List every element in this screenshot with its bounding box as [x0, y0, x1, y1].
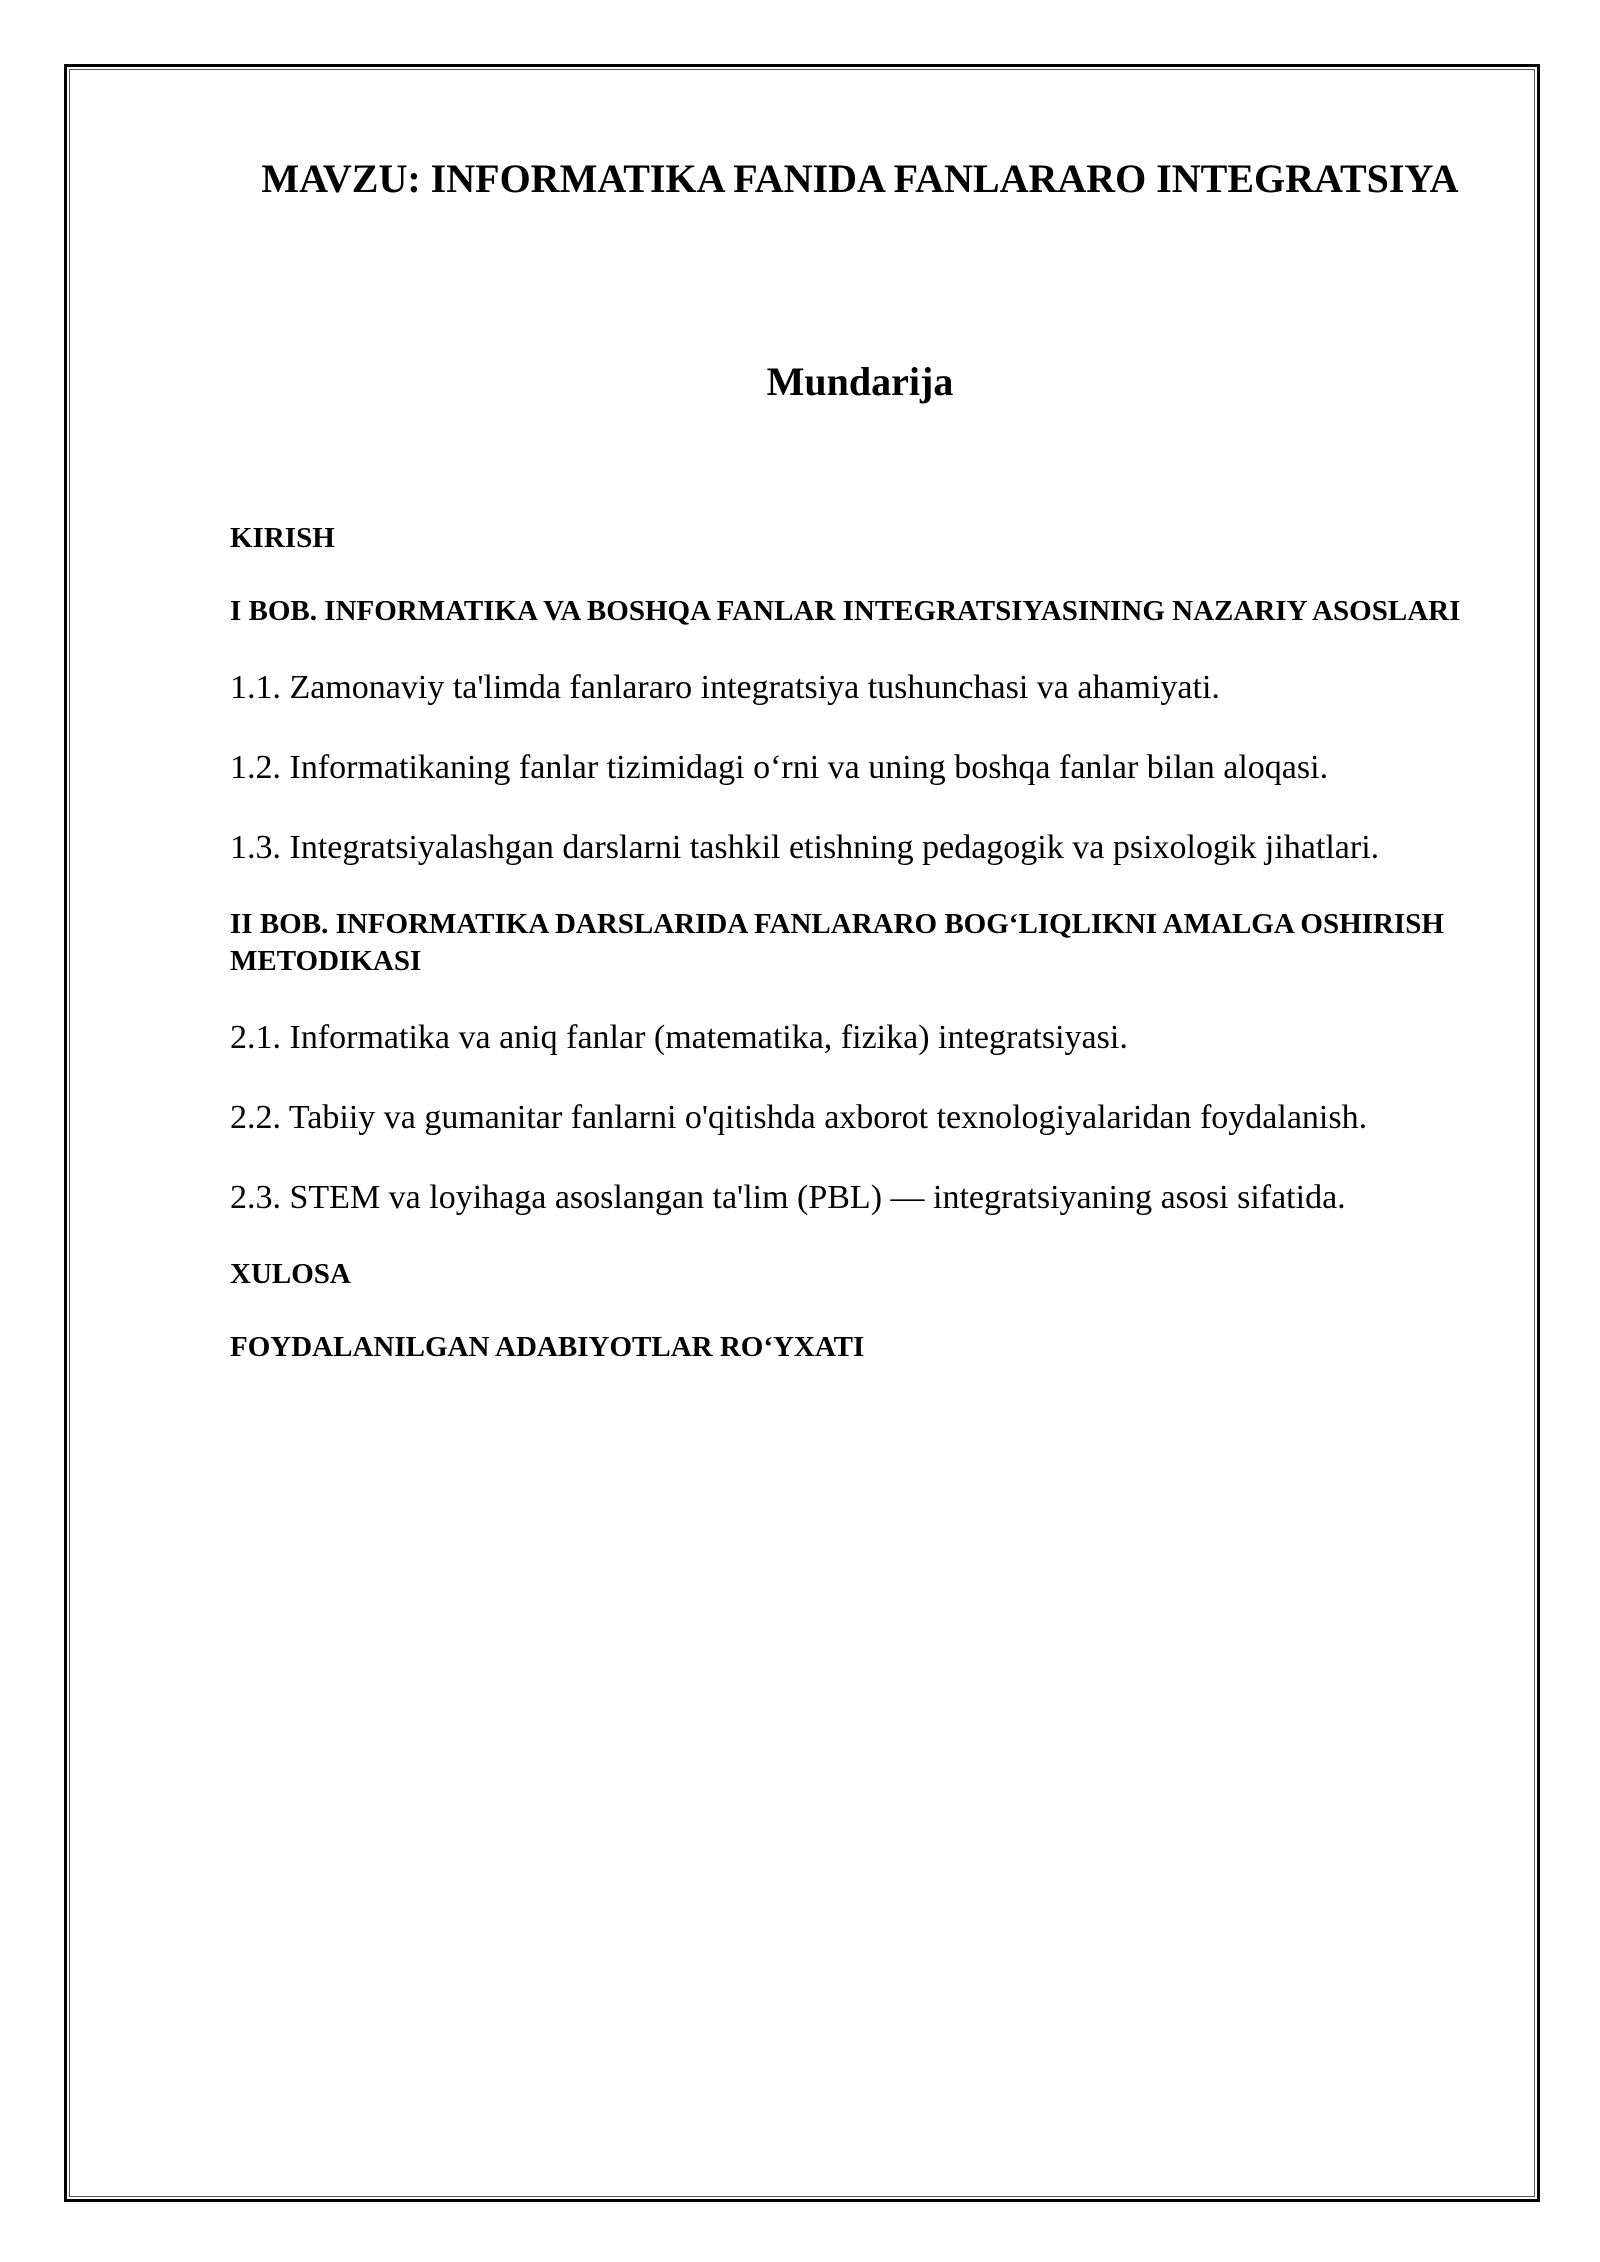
toc-section-2-1: 2.1. Informatika va aniq fanlar (matematika, fizika) integratsiyasi. — [230, 1019, 1128, 1056]
document-title: MAVZU: INFORMATIKA FANIDA FANLARARO INTEGRATSIYA — [261, 156, 1459, 201]
table-of-contents-title: Mundarija — [766, 359, 954, 404]
toc-heading-chapter-2: II BOB. INFORMATIKA DARSLARIDA FANLARARO BOG‘LIQLIKNI AMALGA OSHIRISH METODIKASI — [230, 908, 1444, 977]
toc-section-2-3: 2.3. STEM va loyihaga asoslangan ta'lim (PBL) — integratsiyaning asosi sifatida. — [230, 1179, 1346, 1216]
toc-heading-kirish: KIRISH — [230, 522, 335, 554]
toc-section-1-2: 1.2. Informatikaning fanlar tizimidagi o‘rni va uning boshqa fanlar bilan aloqasi. — [230, 749, 1329, 786]
toc-heading-references: FOYDALANILGAN ADABIYOTLAR RO‘YXATI — [230, 1331, 865, 1363]
toc-heading-chapter-1: I BOB. INFORMATIKA VA BOSHQA FANLAR INTEGRATSIYASINING NAZARIY ASOSLARI — [230, 595, 1461, 627]
toc-section-2-2: 2.2. Tabiiy va gumanitar fanlarni o'qitishda axborot texnologiyalaridan foydalanish. — [230, 1099, 1368, 1136]
toc-section-1-1: 1.1. Zamonaviy ta'limda fanlararo integratsiya tushunchasi va ahamiyati. — [230, 669, 1220, 706]
table-of-contents — [230, 520, 1500, 1402]
toc-section-1-3: 1.3. Integratsiyalashgan darslarni tashkil etishning pedagogik va psixologik jihatlari. — [230, 829, 1380, 866]
toc-heading-xulosa: XULOSA — [230, 1258, 351, 1290]
